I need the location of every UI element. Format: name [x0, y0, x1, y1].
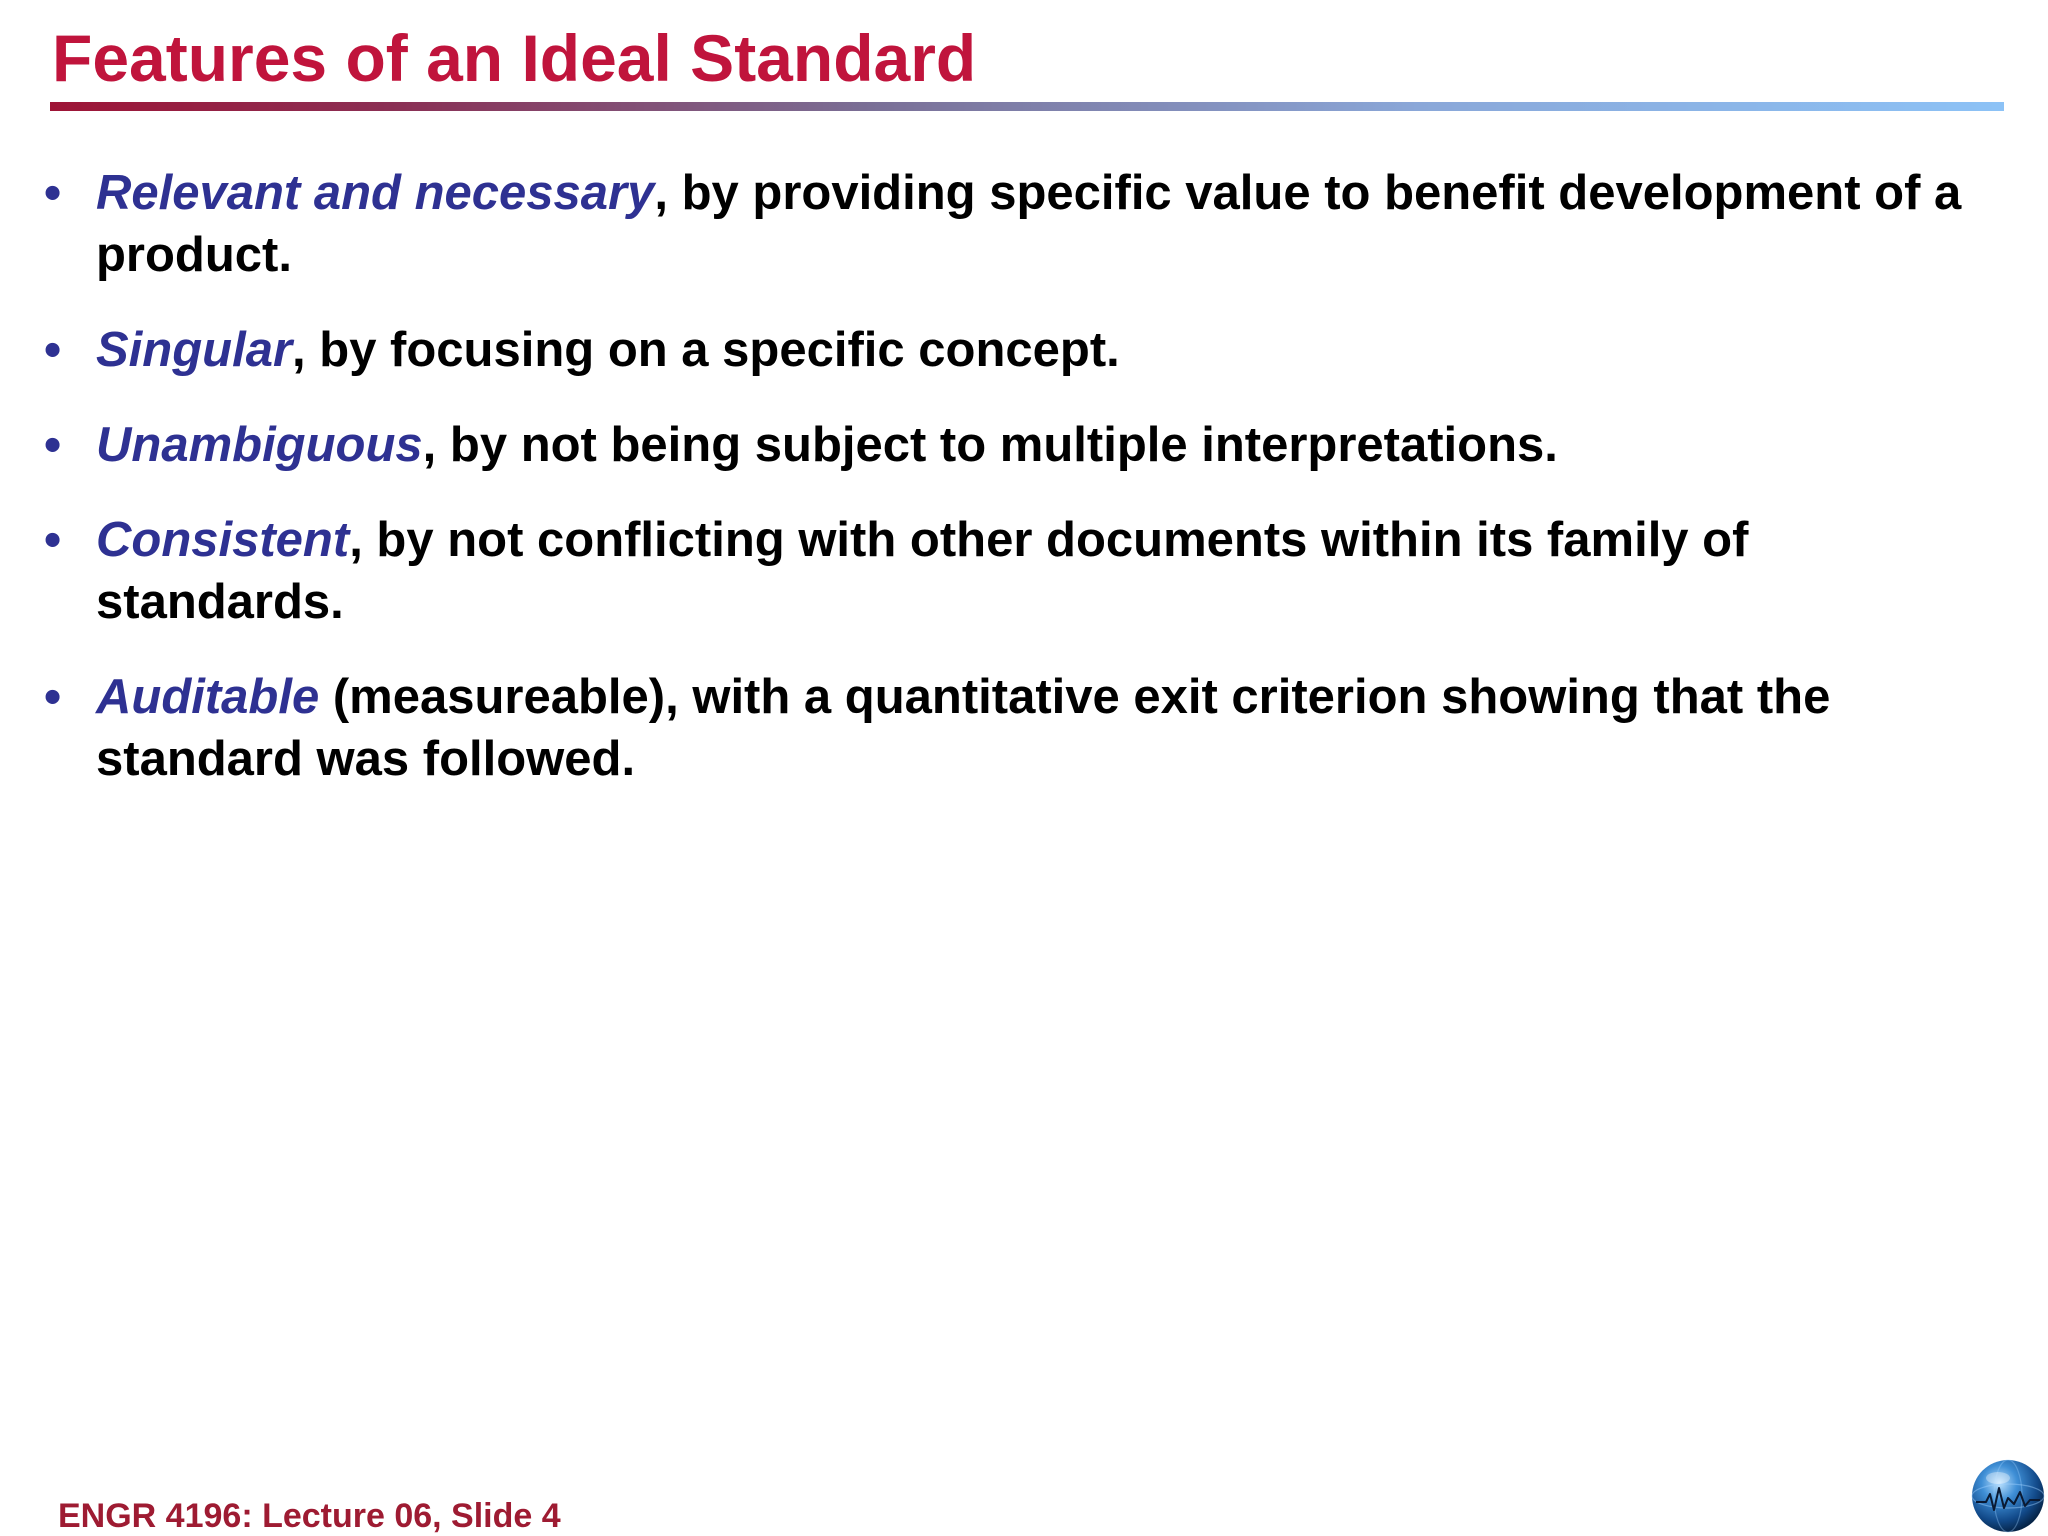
bullet-icon: •	[44, 513, 62, 567]
title-divider	[50, 102, 2004, 111]
bullet-icon: •	[44, 418, 62, 472]
bullet-icon: •	[44, 166, 62, 220]
bullet-text: , by providing specific value to benefit development of a product.	[96, 166, 1962, 282]
bullet-term: Consistent	[96, 513, 350, 567]
list-item	[0, 319, 2048, 381]
bullet-term: Relevant and necessary	[96, 166, 655, 220]
slide-title: Features of an Ideal Standard	[52, 21, 977, 95]
list-item	[0, 666, 2048, 790]
bullet-term: Unambiguous	[96, 418, 423, 472]
bullet-text: , by not conflicting with other documents within its family of standards.	[96, 513, 1749, 629]
list-item	[0, 509, 2048, 633]
bullet-term: Singular	[96, 323, 293, 377]
list-item	[0, 414, 2048, 476]
bullet-text: , by not being subject to multiple interpretations.	[422, 418, 1558, 472]
bullet-list	[0, 162, 2048, 823]
globe-icon	[1970, 1458, 2046, 1534]
bullet-icon: •	[44, 670, 62, 724]
bullet-text: (measureable), with a quantitative exit criterion showing that the standard was followed.	[96, 670, 1831, 786]
bullet-term: Auditable	[96, 670, 320, 724]
list-item	[0, 162, 2048, 286]
bullet-icon: •	[44, 323, 62, 377]
slide-footer: ENGR 4196: Lecture 06, Slide 4	[58, 1497, 561, 1535]
bullet-text: , by focusing on a specific concept.	[292, 323, 1120, 377]
